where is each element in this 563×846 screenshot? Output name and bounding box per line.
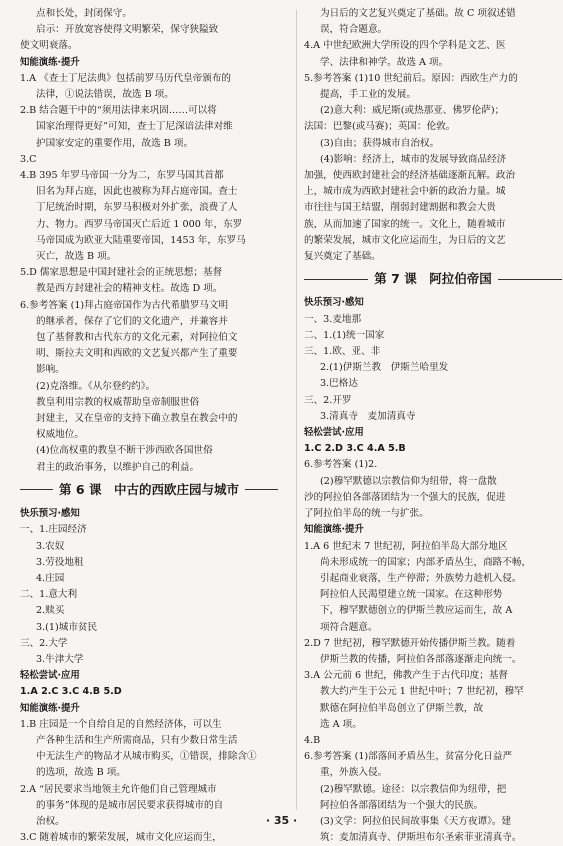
text-line: 2.A “居民要求当地领主允许他们自己管理城市 xyxy=(20,783,217,795)
text-line: 灭亡，故选 B 项。 xyxy=(36,251,117,263)
section-heading: 轻松尝试·应用 xyxy=(20,670,80,682)
section-heading: 知能演练·提升 xyxy=(20,702,80,714)
lesson-title-text: 第 7 课 阿拉伯帝国 xyxy=(374,271,492,287)
text-line: 的繁荣发展，城市文化应运而生，为日后的文艺 xyxy=(304,234,506,246)
text-line: (3)自由；获得城市自治权。 xyxy=(320,137,440,149)
text-line: (3)文学：阿拉伯民间故事集《天方夜谭》。建 xyxy=(320,815,512,827)
text-line: 马帝国成为欧亚大陆重要帝国，1453 年，东罗马 xyxy=(36,234,246,246)
text-line: 4.B xyxy=(304,734,321,746)
text-line: 6.参考答案 (1)拜占庭帝国作为古代希腊罗马文明 xyxy=(20,299,229,311)
text-line: 沙的阿拉伯各部落团结为一个强大的民族，促进 xyxy=(304,491,506,503)
text-line: 为日后的文艺复兴奠定了基础。故 C 项叙述错 xyxy=(320,8,516,19)
text-line: 复兴奠定了基础。 xyxy=(304,251,381,263)
text-line: 的继承者，保存了它们的文化遗产，并兼容并 xyxy=(36,315,228,327)
text-line: 3.(1)城市贫民 xyxy=(36,621,98,633)
text-line: 三、2.开罗 xyxy=(304,394,352,406)
text-line: 伊斯兰教的传播，阿拉伯各部落逐渐走向统一。 xyxy=(320,653,522,665)
text-line: 丁尼统治时期，东罗马积极对外扩张，浪费了人 xyxy=(36,202,238,214)
text-line: 旧名为拜占庭，因此也被称为拜占庭帝国。查士 xyxy=(36,186,238,198)
text-line: (2)意大利：威尼斯(或热那亚、佛罗伦萨)； xyxy=(320,105,505,117)
text-line: 影响。 xyxy=(36,364,65,376)
text-line: 三、2.大学 xyxy=(20,637,68,649)
section-heading: 快乐预习·感知 xyxy=(20,508,80,520)
text-line: (4)影响：经济上，城市的发展导致商品经济 xyxy=(320,153,507,165)
text-line: 下，穆罕默德创立的伊斯兰教应运而生，故 A xyxy=(320,605,513,617)
text-line: 明、斯拉夫文明和西欧的文艺复兴都产生了重要 xyxy=(36,348,238,360)
text-line: 4.庄园 xyxy=(36,572,65,584)
text-line: 引起商业衰落，生产停滞；外族势力趁机入侵。 xyxy=(320,572,522,584)
text-line: 的事务”体现的是城市居民要求获得城市的自 xyxy=(36,799,224,811)
text-line: 教皇利用宗教的权威帮助皇帝制服世俗 xyxy=(36,396,200,408)
section-heading: 知能演练·提升 xyxy=(20,56,80,68)
text-line: 了阿拉伯半岛的统一与扩张。 xyxy=(304,508,429,520)
text-line: 5.D 儒家思想是中国封建社会的正统思想；基督 xyxy=(20,267,223,279)
text-line: 项符合题意。 xyxy=(320,621,378,633)
text-line: 法律，①说法错误，故选 B 项。 xyxy=(36,89,174,101)
text-line: 教大约产生于公元 1 世纪中叶；7 世纪初，穆罕 xyxy=(320,686,524,698)
text-line: (4)位高权重的教皇不断干涉西欧各国世俗 xyxy=(36,445,213,457)
column-divider xyxy=(296,10,297,810)
text-line: 点和长处，封闭保守。 xyxy=(36,8,132,19)
text-line: 2.赎买 xyxy=(36,605,65,617)
lesson-title-text: 第 6 课 中古的西欧庄园与城市 xyxy=(59,481,239,497)
text-line: 5.参考答案 (1)10 世纪前后。原因：西欧生产力的 xyxy=(304,72,518,84)
text-line: 3.劳役地租 xyxy=(36,556,84,568)
text-line: (2)穆罕默德。途径：以宗教信仰为纽带，把 xyxy=(320,783,507,795)
text-line: 中无法生产的物品才从城市购买，①错误，排除含① xyxy=(36,751,257,763)
text-line: 6.参考答案 (1)2. xyxy=(304,459,378,471)
text-line: 阿拉伯各部落团结为一个强大的民族。 xyxy=(320,799,484,811)
section-heading: 快乐预习·感知 xyxy=(304,297,364,309)
text-line: (2)穆罕默德以宗教信仰为纽带，将一盘散 xyxy=(320,475,497,487)
text-line: 筑：麦加清真寺、伊斯坦布尔圣索菲亚清真寺。 xyxy=(320,832,522,844)
text-line: 学、法律和神学。故选 A 项。 xyxy=(320,56,449,68)
text-line: 1.A 《查士丁尼法典》包括前罗马历代皇帝颁布的 xyxy=(20,72,232,84)
page-number: · 35 · xyxy=(265,814,298,827)
text-line: 族，从而加速了国家的统一。文化上，随着城市 xyxy=(304,218,506,230)
left-column xyxy=(20,6,278,846)
text-line: 3.A 公元前 6 世纪，佛教产生于古代印度；基督 xyxy=(304,670,509,682)
text-line: 2.(1)伊斯兰教 伊斯兰哈里发 xyxy=(320,362,449,374)
lesson-title xyxy=(304,271,562,287)
text-line: 加强，使西欧封建社会的经济基础逐渐瓦解。政治 xyxy=(304,170,516,182)
text-line: 一、1.庄园经济 xyxy=(20,524,87,536)
text-line: 1.C 2.D 3.C 4.A 5.B xyxy=(304,443,406,455)
text-line: 误，符合题意。 xyxy=(320,24,388,36)
text-line: 默德在阿拉伯半岛创立了伊斯兰教，故 xyxy=(320,702,484,714)
text-line: 提高，手工业的发展。 xyxy=(320,89,416,101)
text-line: 二、1.(1)统一国家 xyxy=(304,329,385,341)
text-line: 2.D 7 世纪初，穆罕默德开始传播伊斯兰教。随着 xyxy=(304,637,516,649)
section-heading: 轻松尝试·应用 xyxy=(304,427,364,439)
text-line: 重，外族入侵。 xyxy=(320,767,388,779)
text-line: 3.牛津大学 xyxy=(36,653,84,665)
text-line: 启示：开放宽容使得文明繁荣，保守狭隘致 xyxy=(36,24,219,36)
text-line: 市往往与国王结盟，削弱封建割据和教会大贵 xyxy=(304,202,496,214)
text-line: 1.A 6 世纪末 7 世纪初，阿拉伯半岛大部分地区 xyxy=(304,540,508,552)
text-line: 国家治理得更好”可知，查士丁尼深谙法律对维 xyxy=(36,121,233,133)
text-line: 3.C 随着城市的繁荣发展，城市文化应运而生， xyxy=(20,832,222,844)
text-line: 力、物力。西罗马帝国灭亡后近 1 000 年，东罗 xyxy=(36,218,243,230)
text-line: 3.农奴 xyxy=(36,540,65,552)
text-line: 的选项，故选 B 项。 xyxy=(36,767,126,779)
text-line: 选 A 项。 xyxy=(320,718,362,730)
text-line: 3.清真寺 麦加清真寺 xyxy=(320,410,416,422)
lesson-title xyxy=(20,482,278,498)
right-column xyxy=(304,6,562,846)
text-line: 护国家安定的重要作用，故选 B 项。 xyxy=(36,137,194,149)
section-heading: 知能演练·提升 xyxy=(304,524,364,536)
text-line: 3.C xyxy=(20,153,37,165)
text-line: (2)克洛维。《从尔登约约》。 xyxy=(36,380,156,392)
text-line: 使文明衰落。 xyxy=(20,40,78,52)
text-line: 阿拉伯人民渴望建立统一国家。在这种形势 xyxy=(320,589,503,601)
text-line: 4.B 395 年罗马帝国一分为二，东罗马国其首都 xyxy=(20,170,224,182)
text-line: 三、1.欧、亚、非 xyxy=(304,346,381,358)
text-line: 权威地位。 xyxy=(36,429,84,441)
text-line: 包了基督教和古代东方的文化元素，对阿拉伯文 xyxy=(36,332,238,344)
text-line: 6.参考答案 (1)部落间矛盾丛生，贫富分化日益严 xyxy=(304,751,513,763)
text-line: 治权。 xyxy=(36,815,65,827)
text-line: 3.巴格达 xyxy=(320,378,358,390)
text-line: 1.A 2.C 3.C 4.B 5.D xyxy=(20,686,122,698)
text-line: 上，城市成为西欧封建社会中新的政治力量。城 xyxy=(304,186,506,198)
text-line: 尚未形成统一的国家；内部矛盾丛生，商路不畅， xyxy=(320,556,532,568)
text-line: 君主的政治事务，以维护自己的利益。 xyxy=(36,461,200,473)
watermark-logo xyxy=(435,812,555,832)
text-line: 教是西方封建社会的精神支柱。故选 D 项。 xyxy=(36,283,223,295)
text-line: 2.B 结合题干中的“须用法律来巩固……可以将 xyxy=(20,105,217,117)
text-line: 1.B 庄园是一个自给自足的自然经济体，可以生 xyxy=(20,718,222,730)
text-line: 封建主，又在皇帝的支持下确立教皇在教会中的 xyxy=(36,413,238,425)
text-line: 二、1.意大利 xyxy=(20,589,78,601)
text-line: 4.A 中世纪欧洲大学所设的四个学科是文艺、医 xyxy=(304,40,506,52)
text-line: 法国：巴黎(或马赛)；英国：伦敦。 xyxy=(304,121,456,133)
text-line: 产各种生活和生产所需商品，只有少数日常生活 xyxy=(36,734,238,746)
text-line: 一、3.麦地那 xyxy=(304,313,362,325)
